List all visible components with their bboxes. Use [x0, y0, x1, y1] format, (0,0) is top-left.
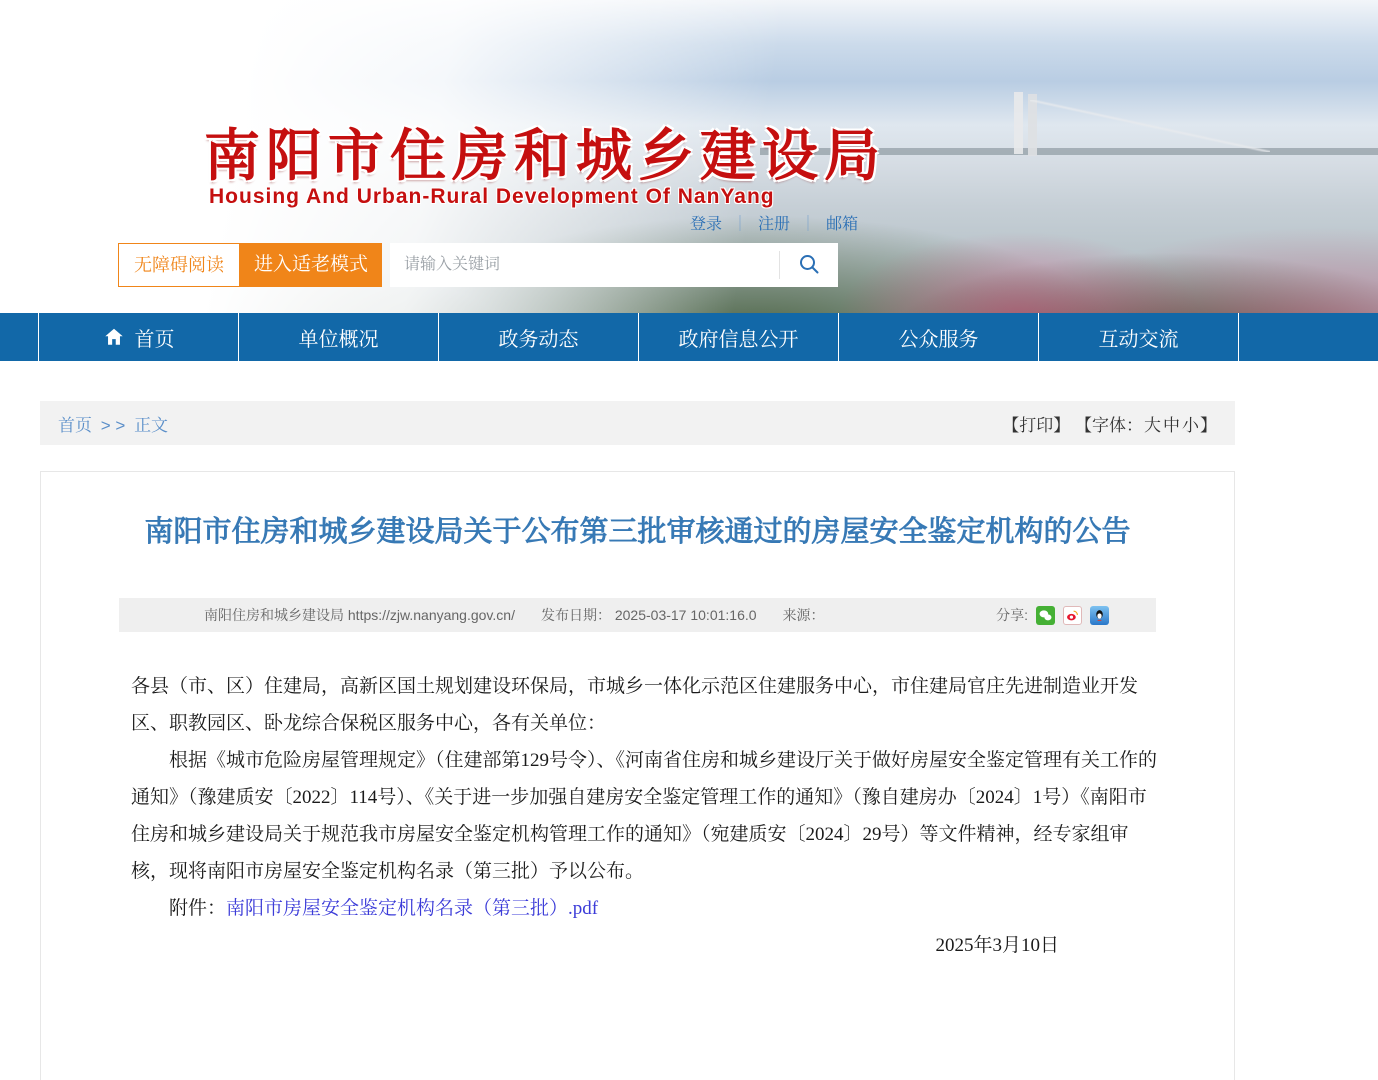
nav-item-label: 政府信息公开	[678, 328, 799, 351]
article-meta-bar	[119, 598, 1156, 632]
nav-item-gov-news[interactable]	[439, 313, 639, 361]
nav-item-public-service[interactable]	[839, 313, 1039, 361]
meta-publish-label: 发布日期：	[540, 607, 611, 623]
font-size-small-button[interactable]: 小	[1182, 415, 1199, 435]
nav-item-interaction[interactable]	[1039, 313, 1239, 361]
login-link[interactable]: 登录	[690, 216, 723, 233]
breadcrumb-home-link[interactable]: 首页	[58, 415, 92, 435]
mail-link[interactable]: 邮箱	[826, 216, 859, 233]
article-title: 南阳市住房和城乡建设局关于公布第三批审核通过的房屋安全鉴定机构的公告	[144, 516, 1131, 548]
site-logo-subtitle: Housing And Urban-Rural Development Of NanYang	[209, 185, 775, 208]
share-qq-icon[interactable]	[1090, 606, 1109, 625]
nav-item-home[interactable]	[39, 313, 239, 361]
site-search	[390, 243, 838, 287]
elder-mode-button[interactable]: 进入适老模式	[240, 243, 382, 287]
share-label: 分享:	[996, 607, 1028, 623]
article-meta	[119, 605, 825, 625]
font-size-label: 【字体：	[1075, 415, 1143, 435]
meta-origin-label: 来源：	[782, 607, 825, 623]
article-body	[41, 632, 1234, 964]
accessibility-reading-button[interactable]: 无障碍阅读	[118, 243, 240, 287]
search-button[interactable]	[780, 243, 838, 287]
article-paragraph: 各县（市、区）住建局，高新区国土规划建设环保局，市城乡一体化示范区住建服务中心，市住建局官庄先进制造业开发区、职教园区、卧龙综合保税区服务中心，各有关单位：	[131, 676, 1139, 734]
nav-item-info-disclosure[interactable]	[639, 313, 839, 361]
breadcrumb-current: 正文	[134, 415, 169, 435]
search-icon	[797, 252, 821, 279]
nav-item-label: 公众服务	[898, 328, 979, 351]
breadcrumb	[58, 411, 168, 436]
nav-item-label: 互动交流	[1098, 328, 1179, 351]
meta-source-url: https://zjw.nanyang.gov.cn/	[347, 607, 515, 623]
breadcrumb-bar	[40, 401, 1235, 445]
home-icon	[103, 326, 125, 348]
nav-item-overview[interactable]	[239, 313, 439, 361]
font-size-large-button[interactable]: 大	[1144, 415, 1161, 435]
banner-bridge-pylon	[1014, 92, 1023, 154]
font-size-medium-button[interactable]: 中	[1163, 415, 1180, 435]
share-weibo-icon[interactable]	[1063, 606, 1082, 625]
nav-item-label: 单位概况	[298, 328, 379, 351]
accessibility-toolbar	[118, 243, 382, 287]
banner-bridge-cables	[1030, 100, 1270, 152]
article-container	[40, 471, 1235, 1080]
share-wechat-icon[interactable]	[1036, 606, 1055, 625]
link-separator: ｜	[732, 216, 749, 233]
site-logo-title: 南阳市住房和城乡建设局	[204, 124, 886, 187]
search-input[interactable]	[390, 243, 779, 287]
main-nav	[0, 313, 1378, 361]
account-links	[690, 211, 858, 234]
font-size-label-close: 】	[1200, 415, 1217, 435]
sign-date: 2025年3月10日	[935, 935, 1059, 956]
site-banner	[0, 0, 1378, 313]
nav-item-label: 首页	[134, 328, 175, 351]
attachment-line	[131, 890, 1159, 927]
breadcrumb-separator: > >	[100, 415, 126, 435]
print-button[interactable]: 【打印】	[1002, 415, 1071, 435]
meta-publish-date: 2025-03-17 10:01:16.0	[614, 607, 757, 623]
link-separator: ｜	[800, 216, 817, 233]
meta-source-name: 南阳住房和城乡建设局	[204, 607, 344, 623]
attachment-pdf-link[interactable]: 南阳市房屋安全鉴定机构名录（第三批）.pdf	[226, 898, 599, 919]
page-tools	[1002, 411, 1217, 436]
attachment-label: 附件：	[169, 898, 227, 919]
nav-item-label: 政务动态	[498, 328, 579, 351]
register-link[interactable]: 注册	[758, 216, 791, 233]
share-tools	[996, 605, 1156, 625]
article-paragraph: 根据《城市危险房屋管理规定》（住建部第129号令）、《河南省住房和城乡建设厅关于做好房屋安全鉴定管理有关工作的通知》（豫建质安〔2022〕114号）、《关于进一步加强自建房安全鉴定管理工作的通知》（豫自建房办〔2024〕1号）《南阳市住房和城乡建设局关于规范我市房屋安全鉴定机构管理工作的通知》（宛建质安〔2024〕29号）等文件精神，经专家组审核，现将南阳市房屋安全鉴定机构名录（第三批）予以公布。	[131, 750, 1158, 882]
